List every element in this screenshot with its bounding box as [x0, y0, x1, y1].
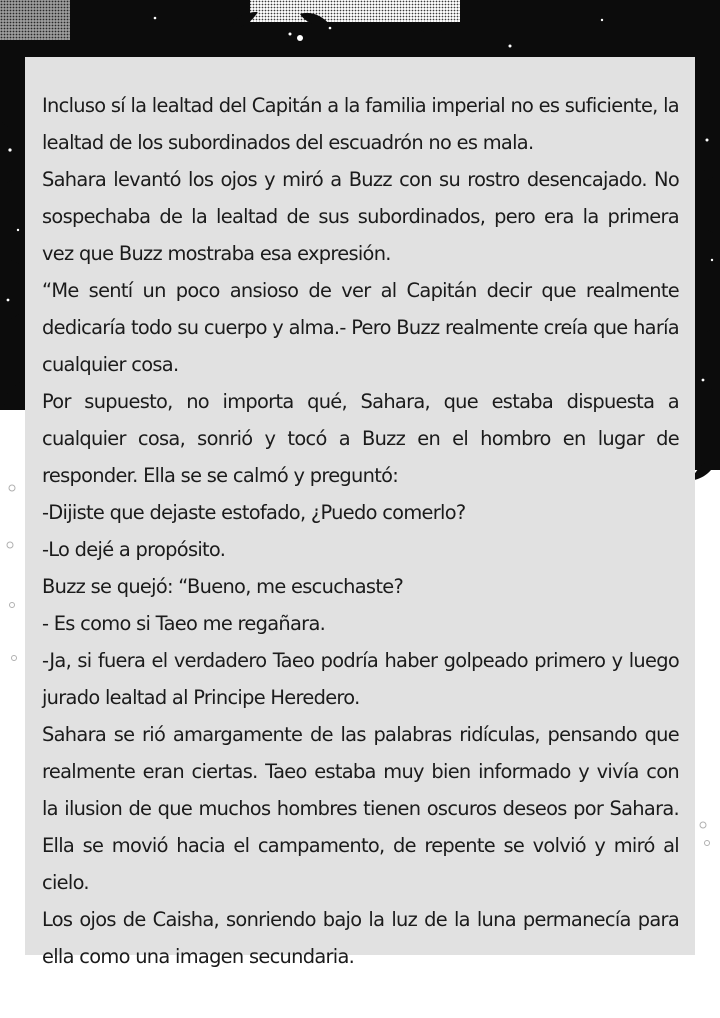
- paragraph: Sahara se rió amargamente de las palabras ridículas, pensando que realmente eran ciertas. Taeo estaba muy bien informado y vivía con la ilusion de que muchos hombres tienen oscuros deseos por Sahara. Ella se movió hacia el campamento, de repente se volvió y miró al cielo.: [42, 723, 679, 894]
- paragraph: Los ojos de Caisha, sonriendo bajo la luz de la luna permanecía para ella como una imagen secundaria.: [42, 908, 679, 968]
- paragraph: Por supuesto, no importa qué, Sahara, que estaba dispuesta a cualquier cosa, sonrió y tocó a Buzz en el hombro en lugar de responder. Ella se se calmó y preguntó:: [42, 390, 679, 487]
- dialogue-line: -Lo dejé a propósito.: [42, 538, 226, 561]
- text-panel: [25, 57, 695, 968]
- paragraph: Buzz se quejó: “Bueno, me escuchaste?: [42, 575, 404, 598]
- dialogue-line: -Dijiste que dejaste estofado, ¿Puedo comerlo?: [42, 501, 466, 524]
- paragraph: “Me sentí un poco ansioso de ver al Capitán decir que realmente dedicaría todo su cuerpo y alma.- Pero Buzz realmente creía que haría cualquier cosa.: [42, 279, 679, 376]
- paragraph: Sahara levantó los ojos y miró a Buzz con su rostro desencajado. No sospechaba de la lealtad de sus subordinados, pero era la primera vez que Buzz mostraba esa expresión.: [42, 168, 679, 265]
- dialogue-line: - Es como si Taeo me regañara.: [42, 612, 326, 635]
- dialogue-line: -Ja, si fuera el verdadero Taeo podría haber golpeado primero y luego jurado lealtad al Principe Heredero.: [42, 649, 679, 709]
- paragraph: Incluso sí la lealtad del Capitán a la familia imperial no es suficiente, la lealtad de los subordinados del escuadrón no es mala.: [42, 94, 679, 154]
